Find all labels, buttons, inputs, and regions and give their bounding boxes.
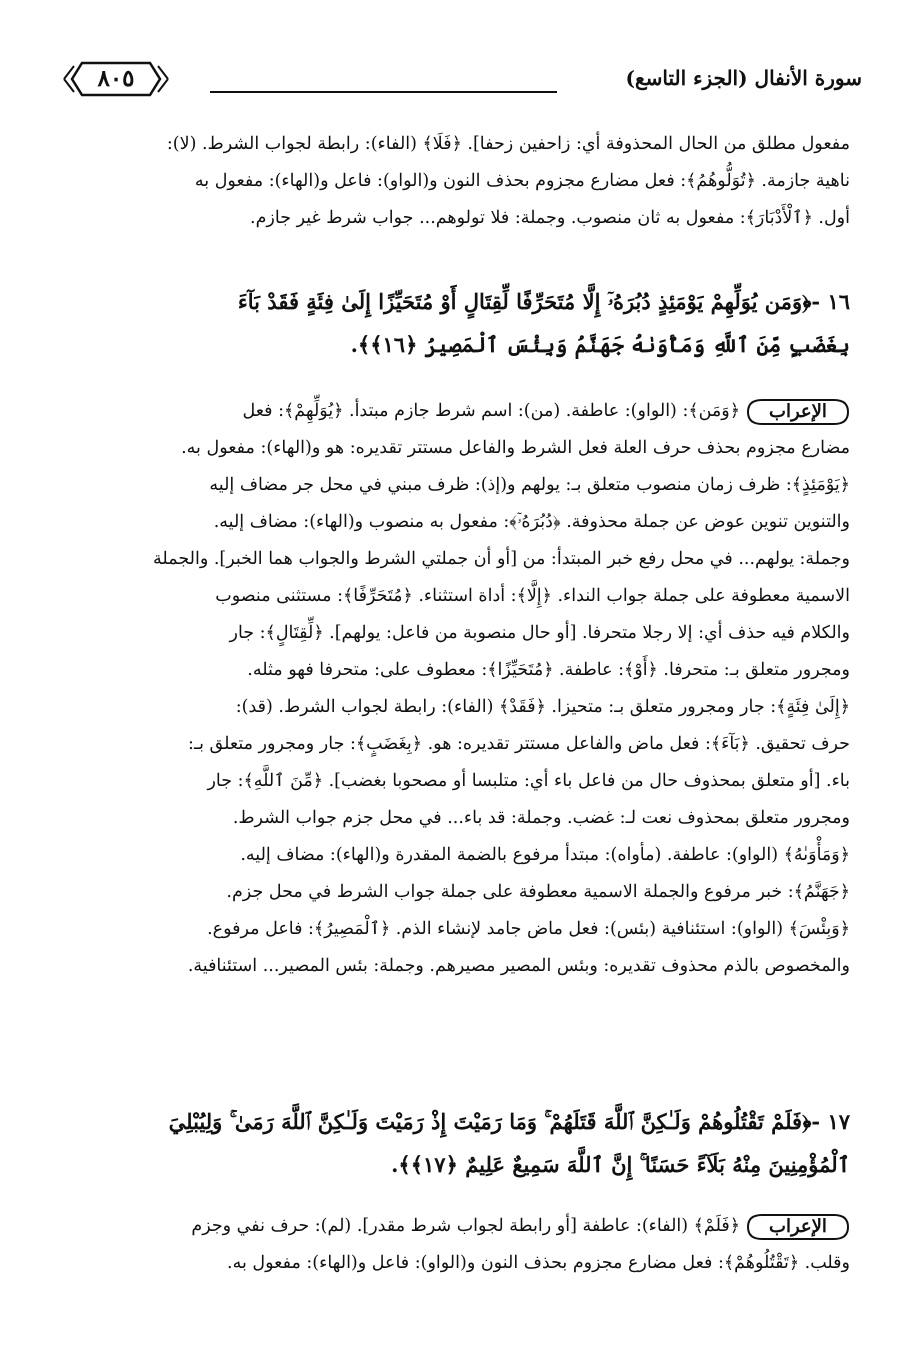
irab-verse-17 <box>72 1208 850 1282</box>
text-line: وجملة: يولهم... في محل رفع خبر المبتدأ: من [أو أن جملتي الشرط والجواب هما الخبر]. والجملة <box>153 549 850 569</box>
text-line: مضارع مجزوم بحذف حرف العلة فعل الشرط والفاعل مستتر تقديره: هو و(الهاء): مفعول به. <box>181 438 850 458</box>
verse-17 <box>72 1100 850 1186</box>
verse-16 <box>72 280 850 366</box>
header-rule <box>210 91 557 93</box>
text-line: ﴿جَهَنَّمُ﴾: خبر مرفوع والجملة الاسمية معطوفة على جملة جواب الشرط في محل جزم. <box>226 882 850 902</box>
verse-line: ١٦ -﴿وَمَن يُوَلِّهِمْ يَوْمَئِذٍ دُبُرَهُۥٓ إِلَّا مُتَحَرِّفًا لِّقِتَالٍ أَوْ مُتَحَيِّزًا إِلَىٰ فِئَةٍ فَقَدْ بَآءَ <box>237 289 850 314</box>
page-number-badge <box>60 58 172 100</box>
text-line: باء. [أو متعلق بمحذوف حال من فاعل باء أي: متلبسا أو مصحوبا بغضب]. ﴿مِّنَ ٱللَّهِ﴾: جار <box>207 771 850 791</box>
continuation-paragraph <box>72 126 850 237</box>
text-line: مفعول مطلق من الحال المحذوفة أي: زاحفين زحفا]. ﴿فَلَا﴾ (الفاء): رابطة لجواب الشرط. (لا): <box>166 134 850 154</box>
text-line: ﴿وَمَأْوَىٰهُ﴾ (الواو): عاطفة. (مأواه): مبتدأ مرفوع بالضمة المقدرة و(الهاء): مضاف إليه. <box>240 845 850 865</box>
irab-label-badge <box>746 397 850 427</box>
text-line: ﴿إِلَىٰ فِئَةٍ﴾: جار ومجرور متعلق بـ: متحيزا. ﴿فَقَدْ﴾ (الفاء): رابطة لجواب الشرط. (قد): <box>235 697 850 717</box>
verse-line: ٱلْمُؤْمِنِينَ مِنْهُ بَلَآءً حَسَنًا ۚ إِنَّ ٱللَّهَ سَمِيعٌ عَلِيمٌ ﴿١٧﴾﴾. <box>391 1152 850 1177</box>
irab-verse-16 <box>72 393 850 985</box>
irab-first-line: ﴿وَمَن﴾: (الواو): عاطفة. (من): اسم شرط جازم مبتدأ. ﴿يُوَلِّهِمْ﴾: فعل <box>242 401 740 421</box>
irab-label-badge <box>746 1212 850 1242</box>
text-line: ناهية جازمة. ﴿تُوَلُّوهُمُ﴾: فعل مضارع مجزوم بحذف النون و(الواو): فاعل و(الهاء): مفعول به <box>194 171 850 191</box>
running-title: سورة الأنفال (الجزء التاسع) <box>625 66 862 90</box>
irab-first-line: ﴿فَلَمْ﴾ (الفاء): عاطفة [أو رابطة لجواب شرط مقدر]. (لم): حرف نفي وجزم <box>191 1216 740 1236</box>
text-line: وقلب. ﴿تَقْتُلُوهُمْ﴾: فعل مضارع مجزوم بحذف النون و(الواو): فاعل و(الهاء): مفعول به. <box>227 1253 850 1273</box>
text-line: ﴿يَوْمَئِذٍ﴾: ظرف زمان منصوب متعلق بـ: يولهم و(إذ): ظرف مبني في محل جر مضاف إليه <box>209 475 850 495</box>
text-line: والمخصوص بالذم محذوف تقديره: وبئس المصير مصيرهم. وجملة: بئس المصير... استئنافية. <box>187 956 850 976</box>
text-line: ﴿وَبِئْسَ﴾ (الواو): استئنافية (بئس): فعل ماض جامد لإنشاء الذم. ﴿ٱلْمَصِيرُ﴾: فاعل مرفوع. <box>207 919 850 939</box>
text-line: ومجرور متعلق بمحذوف نعت لـ: غضب. وجملة: قد باء... في محل جزم جواب الشرط. <box>232 808 850 828</box>
text-line: الاسمية معطوفة على جملة جواب النداء. ﴿إِلَّا﴾: أداة استثناء. ﴿مُتَحَرِّفًا﴾: مستثنى منصوب <box>215 586 850 606</box>
text-line: أول. ﴿ٱلْأَدْبَارَ﴾: مفعول به ثان منصوب. وجملة: فلا تولوهم... جواب شرط غير جازم. <box>250 208 850 228</box>
text-line: والكلام فيه حذف أي: إلا رجلا متحرفا. [أو حال منصوبة من فاعل: يولهم]. ﴿لِّقِتَالٍ﴾: جار <box>229 623 850 643</box>
page-number: ٨٠٥ <box>97 65 135 92</box>
text-line: ومجرور متعلق بـ: متحرفا. ﴿أَوْ﴾: عاطفة. ﴿مُتَحَيِّزًا﴾: معطوف على: متحرفا فهو مثله. <box>247 660 850 680</box>
irab-label: الإعراب <box>769 1215 827 1237</box>
irab-label: الإعراب <box>769 400 827 422</box>
page-header <box>60 58 862 106</box>
text-line: والتنوين تنوين عوض عن جملة محذوفة. ﴿دُبُرَهُۥٓ﴾: مفعول به منصوب و(الهاء): مضاف إليه. <box>213 512 850 532</box>
text-line <box>72 393 850 430</box>
verse-line: بِغَضَبٍ مِّنَ ٱللَّهِ وَمَأْوَىٰهُ جَهَنَّمُ وَبِئْسَ ٱلْمَصِيرُ ﴿١٦﴾﴾. <box>350 332 850 357</box>
text-line <box>72 1208 850 1245</box>
text-line: حرف تحقيق. ﴿بَآءَ﴾: فعل ماض والفاعل مستتر تقديره: هو. ﴿بِغَضَبٍ﴾: جار ومجرور متعلق بـ: <box>188 734 850 754</box>
verse-line: ١٧ -﴿فَلَمْ تَقْتُلُوهُمْ وَلَـٰكِنَّ ٱللَّهَ قَتَلَهُمْ ۚ وَمَا رَمَيْتَ إِذْ رَمَيْتَ وَلَـٰكِنَّ ٱللَّهَ رَمَىٰ ۚ وَلِيُبْلِيَ <box>168 1109 850 1134</box>
